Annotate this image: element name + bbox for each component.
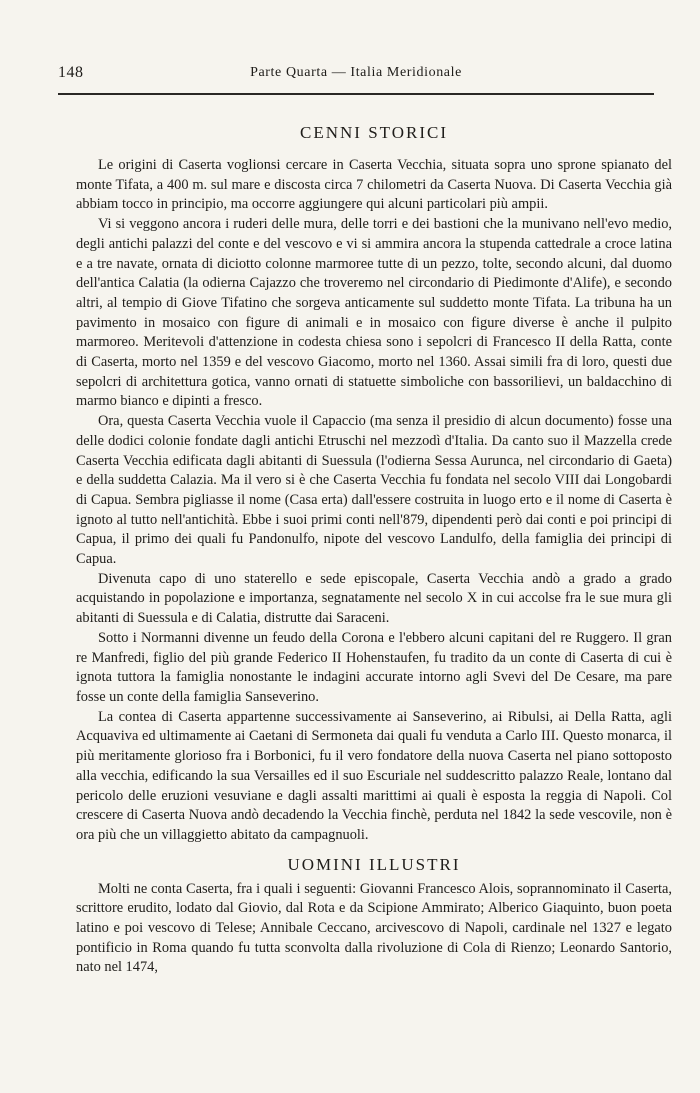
section-title-cenni-storici: CENNI STORICI [300, 123, 448, 142]
paragraph: Divenuta capo di uno staterello e sede episcopale, Caserta Vecchia andò a grado a grado acquistando in popolazione e importanza, segnatamente nel secolo X in cui accolse fra le sue mura gli abitanti di Suessula e di Calatia, distrutte dai Saraceni. [76, 570, 672, 627]
paragraph: La contea di Caserta appartenne successivamente ai Sanseverino, ai Ribulsi, ai Della Ratta, agli Acquaviva ed ultimamente ai Caetani di Sermoneta dai quali fu venduta a Carlo III. Questo monarca, il più meritamente glorioso fra i Borbonici, fu il vero fondatore della nuova Caserta nel piano sottoposto alla vecchia, edificando la sua Versailles ed il suo Escuriale nel suddescritto palazzo Reale, lontano dal pericolo delle eruzioni vesuviane e dagli assalti marittimi ai quali è esposta la reggia di Napoli. Col crescere di Caserta Nuova andò decadendo la Vecchia finchè, perduta nel 1842 la sede vescovile, non è ora più che un villaggietto abitato da campagnuoli. [76, 708, 672, 843]
header-rule [58, 93, 654, 95]
paragraph: Ora, questa Caserta Vecchia vuole il Capaccio (ma senza il presidio di alcun documento) fosse una delle dodici colonie fondate dagli antichi Etruschi nel mezzodì d'Italia. Da canto suo il Mazzella crede Caserta Vecchia edificata dagli abitanti di Suessula (l'odierna Sessa Aurunca, nel circondario di Gaeta) e della suddetta Calazia. Ma il vero si è che Caserta Vecchia fu fondata nel secolo VIII dai Longobardi di Capua. Sembra pigliasse il nome (Casa erta) dall'essere costruita in luogo erto e il nome di Caserta è ignoto al tutto nell'antichità. Ebbe i suoi primi conti nell'879, dipendenti però dai conti e poi principi di Capua, il primo dei quali fu Pandonulfo, nipote del vescovo Landulfo, della famiglia dei principi di Capua. [76, 413, 672, 568]
section-title-uomini-illustri: UOMINI ILLUSTRI [287, 854, 461, 874]
page-content [76, 122, 672, 978]
running-head: Parte Quarta — Italia Meridionale [250, 65, 462, 80]
page-number: 148 [58, 64, 84, 81]
paragraph: Sotto i Normanni divenne un feudo della Corona e l'ebbero alcuni capitani del re Ruggero. Il gran re Manfredi, figlio del più grande Federico II Hohenstaufen, fu tradito da un conte di Caserta di cui è ignota tuttora la famiglia nonostante le indagini accurate intorno agli Svevi del De Cesare, ma pare fosse un conte della famiglia Sanseverino. [76, 629, 672, 705]
page-header [58, 64, 654, 84]
paragraph: Le origini di Caserta voglionsi cercare in Caserta Vecchia, situata sopra uno sprone spianato del monte Tifata, a 400 m. sul mare e discosta circa 7 chilometri da Caserta Nuova. Di Caserta Vecchia già abbiam tocco in principio, ma occorre aggiungere qui alcuni particolari più ampii. [76, 157, 672, 213]
paragraph: Molti ne conta Caserta, fra i quali i seguenti: Giovanni Francesco Alois, soprannominato il Caserta, scrittore erudito, lodato dal Giovio, dal Rota e da Scipione Ammirato; Alberico Giaquinto, buon poeta latino e poi vescovo di Telese; Annibale Ceccano, arcivescovo di Napoli, cardinale nel 1327 e legato pontificio in Roma quando fu tutta sconvolta dalla rivoluzione di Cola di Rienzo; Leonardo Santorio, nato nel 1474, [76, 880, 672, 976]
paragraph: Vi si veggono ancora i ruderi delle mura, delle torri e dei bastioni che la munivano nell'evo medio, degli antichi palazzi del conte e del vescovo e vi si ammira ancora la stupenda cattedrale a croce latina e a tre navate, ornata di diciotto colonne marmoree tutte di un pezzo, tolte, secondo alcuni, dal duomo dell'antica Calatia (la odierna Cajazzo che troveremo nel circondario di Piedimonte d'Alife), e secondo altri, al tempio di Giove Tifatino che sorgeva anticamente sul suddetto monte Tifata. La tribuna ha un pavimento in mosaico con figure di animali e in mosaico con figure diverse è anche il pulpito marmoreo. Meritevoli d'attenzione in codesta chiesa sono i sepolcri di Francesco II della Ratta, conte di Caserta, morto nel 1359 e del vescovo Giacomo, morto nel 1360. Assai simili fra di loro, questi due sepolcri di architettura gotica, vanno ornati di statuette simboliche con bassorilievi, un baldacchino di marmo bianco e dipinti a fresco. [76, 216, 672, 410]
